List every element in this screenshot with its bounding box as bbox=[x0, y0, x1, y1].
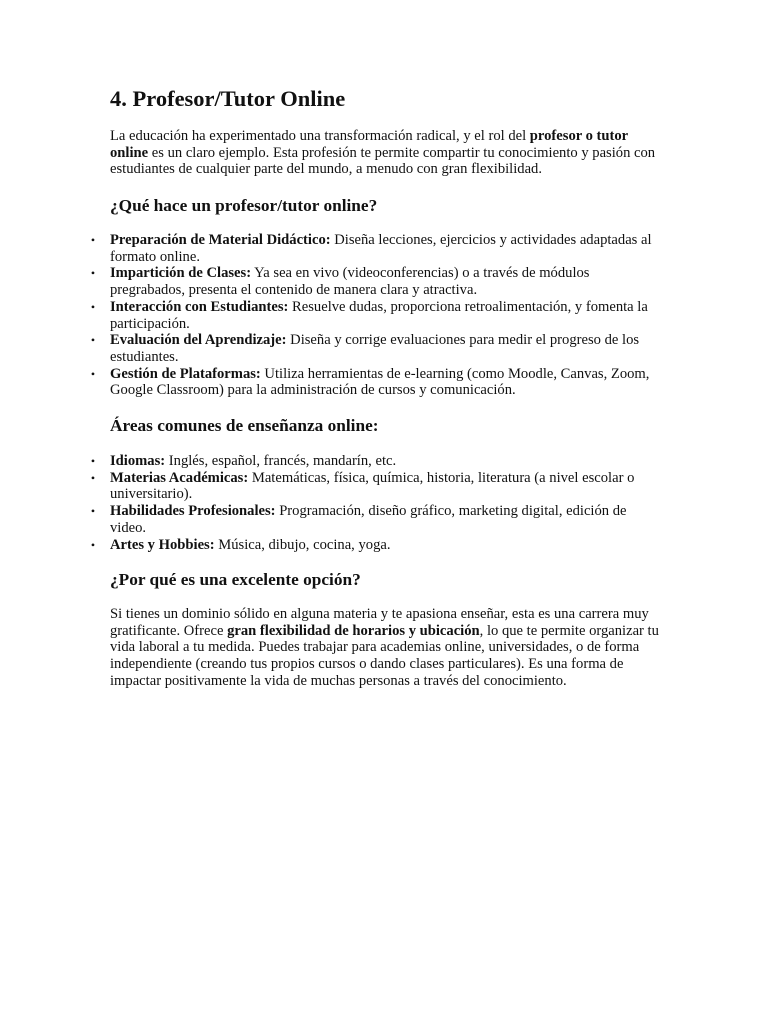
list-item bbox=[90, 332, 662, 365]
closing-bold-text: gran flexibilidad de horarios y ubicación bbox=[227, 622, 480, 639]
intro-text-end: es un claro ejemplo. Esta profesión te permite compartir tu conocimiento y pasión con estudiantes de cualquier parte del mundo, a menudo con gran flexibilidad. bbox=[110, 144, 656, 178]
item-lead: Idiomas: bbox=[110, 453, 166, 469]
list-item bbox=[90, 453, 662, 470]
item-text: Programación, diseño gráfico, marketing digital, edición de video. bbox=[110, 503, 627, 536]
item-lead: Gestión de Plataformas: bbox=[110, 365, 261, 382]
intro-text-start: La educación ha experimentado una transformación radical, y el rol del bbox=[110, 128, 530, 144]
intro-paragraph bbox=[110, 128, 660, 178]
bullet-icon: • bbox=[90, 366, 96, 381]
list-item bbox=[90, 469, 662, 503]
closing-paragraph bbox=[110, 606, 660, 690]
item-text: Diseña y corrige evaluaciones para medir el progreso de los estudiantes. bbox=[110, 332, 640, 365]
item-lead: Evaluación del Aprendizaje: bbox=[110, 332, 287, 349]
list-item bbox=[90, 536, 662, 554]
closing-text-end: , lo que te permite organizar tu vida laboral a tu medida. Puedes trabajar para academias online, universidades, o de forma independiente (creando tus propios cursos o dando clases particulares). Es una forma de impactar positivamente la vida de muchas personas a través del conocimiento. bbox=[110, 622, 659, 689]
section-heading-why: ¿Por qué es una excelente opción? bbox=[110, 570, 361, 589]
bullet-icon: • bbox=[90, 333, 96, 348]
item-lead: Habilidades Profesionales: bbox=[110, 503, 276, 520]
list-item bbox=[90, 365, 662, 399]
areas-list bbox=[90, 453, 662, 553]
list-item bbox=[90, 298, 662, 332]
item-lead: Impartición de Clases: bbox=[110, 265, 252, 282]
list-item bbox=[90, 265, 662, 299]
document-title: 4. Profesor/Tutor Online bbox=[110, 86, 346, 111]
item-text: Diseña lecciones, ejercicios y actividades adaptadas al formato online. bbox=[110, 232, 652, 265]
section-heading-what: ¿Qué hace un profesor/tutor online? bbox=[110, 196, 378, 215]
bullet-icon: • bbox=[90, 266, 96, 281]
intro-bold-text: profesor o tutor online bbox=[110, 128, 628, 161]
item-text: Resuelve dudas, proporciona retroalimentación, y fomenta la participación. bbox=[110, 298, 648, 332]
item-text: Ya sea en vivo (videoconferencias) o a través de módulos pregrabados, presenta el contenido de manera clara y atractiva. bbox=[110, 265, 590, 299]
item-text: Matemáticas, física, química, historia, literatura (a nivel escolar o universitario). bbox=[110, 469, 635, 503]
bullet-icon: • bbox=[90, 504, 96, 519]
bullet-icon: • bbox=[90, 299, 96, 314]
list-item bbox=[90, 232, 662, 265]
closing-text-start: Si tienes un dominio sólido en alguna materia y te apasiona enseñar, esta es una carrera muy gratificante. Ofrece bbox=[110, 606, 649, 639]
bullet-icon: • bbox=[90, 470, 96, 485]
item-text: Inglés, español, francés, mandarín, etc. bbox=[165, 453, 397, 469]
bullet-icon: • bbox=[90, 537, 96, 552]
item-lead: Interacción con Estudiantes: bbox=[110, 298, 289, 315]
bullet-icon: • bbox=[90, 454, 96, 468]
duties-list bbox=[90, 232, 662, 399]
item-text: Música, dibujo, cocina, yoga. bbox=[214, 536, 391, 553]
item-lead: Materias Académicas: bbox=[110, 469, 249, 486]
item-text: Utiliza herramientas de e-learning (como Moodle, Canvas, Zoom, Google Classroom) para la administración de cursos y comunicación. bbox=[110, 365, 650, 399]
list-item bbox=[90, 503, 662, 536]
item-lead: Artes y Hobbies: bbox=[110, 536, 215, 553]
bullet-icon: • bbox=[90, 233, 96, 247]
item-lead: Preparación de Material Didáctico: bbox=[110, 232, 331, 248]
section-heading-areas: Áreas comunes de enseñanza online: bbox=[110, 416, 379, 435]
